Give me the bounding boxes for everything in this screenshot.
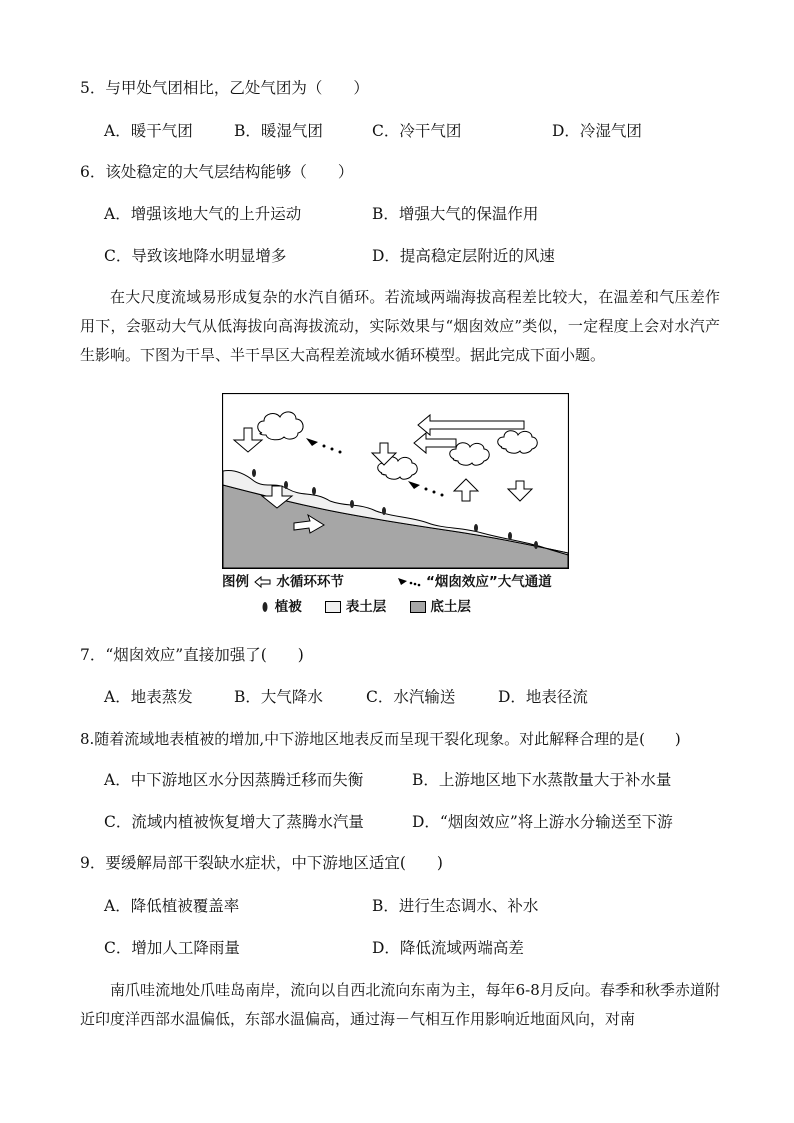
q7-option-d: D．地表径流 [498,688,588,706]
vegetation-icon [260,600,270,614]
q5-option-d: D．冷湿气团 [552,122,642,140]
water-cycle-diagram [222,393,569,569]
question-6-stem: 6．该处稳定的大气层结构能够（ ） [80,163,354,181]
question-8-stem: 8.随着流域地表植被的增加,中下游地区地表反而呈现干裂化现象。对此解释合理的是( ) [80,730,681,748]
passage-chimney-effect: 在大尺度流域易形成复杂的水汽自循环。若流域两端海拔高程差比较大，在温差和气压差作用下，会驱动大气从低海拔向高海拔流动，实际效果与“烟囱效应”类似，一定程度上会对水汽产生影响。下图为干旱、半干旱区大高程差流域水循环模型。据此完成下面小题。 [80,288,720,364]
q8-option-d: D．“烟囱效应”将上游水分输送至下游 [412,813,673,831]
question-5-stem: 5．与甲处气团相比，乙处气团为（ ） [80,79,369,97]
legend-cycle-label: 水循环环节 [276,574,344,590]
q9-option-c: C．增加人工降雨量 [104,939,240,957]
topsoil-swatch [325,601,341,613]
legend-vegetation-label: 植被 [274,599,302,615]
dotted-arrow-icon [397,576,421,588]
q8-option-b: B．上游地区地下水蒸散量大于补水量 [412,771,672,789]
q9-option-a: A．降低植被覆盖率 [104,897,240,915]
subsoil-swatch [410,601,426,613]
q8-option-a: A．中下游地区水分因蒸腾迁移而失衡 [104,771,364,789]
q7-option-a: A．地表蒸发 [104,688,193,706]
q5-option-a: A．暖干气团 [104,122,193,140]
q8-option-c: C．流域内植被恢复增大了蒸腾水汽量 [104,813,364,831]
q6-option-a: A．增强该地大气的上升运动 [104,205,302,223]
q6-option-b: B．增强大气的保温作用 [372,205,539,223]
q6-option-d: D．提高稳定层附近的风速 [372,247,555,265]
question-7-stem: 7．“烟囱效应”直接加强了( ) [80,646,304,664]
q7-option-c: C．水汽输送 [366,688,456,706]
q9-option-b: B．进行生态调水、补水 [372,897,539,915]
q7-option-b: B．大气降水 [234,688,323,706]
legend-row-2 [260,598,471,616]
passage-java-current: 南爪哇流地处爪哇岛南岸，流向以自西北流向东南为主，每年6-8月反向。春季和秋季赤道附近印度洋西部水温偏低，东部水温偏高，通过海－气相互作用影响近地面风向，对南 [80,981,720,1028]
q9-option-d: D．降低流域两端高差 [372,939,524,957]
q5-option-b: B．暖湿气团 [234,122,323,140]
legend-chimney-label: “烟囱效应”大气通道 [426,574,552,590]
q5-option-c: C．冷干气团 [372,122,462,140]
legend-row-1 [222,573,552,591]
legend-topsoil-label: 表土层 [345,599,387,615]
q6-option-c: C．导致该地降水明显增多 [104,247,287,265]
question-9-stem: 9．要缓解局部干裂缺水症状，中下游地区适宜( ) [80,854,443,872]
legend-prefix: 图例 [222,574,249,590]
hollow-arrow-icon [254,576,272,588]
legend-subsoil-label: 底土层 [430,599,471,615]
